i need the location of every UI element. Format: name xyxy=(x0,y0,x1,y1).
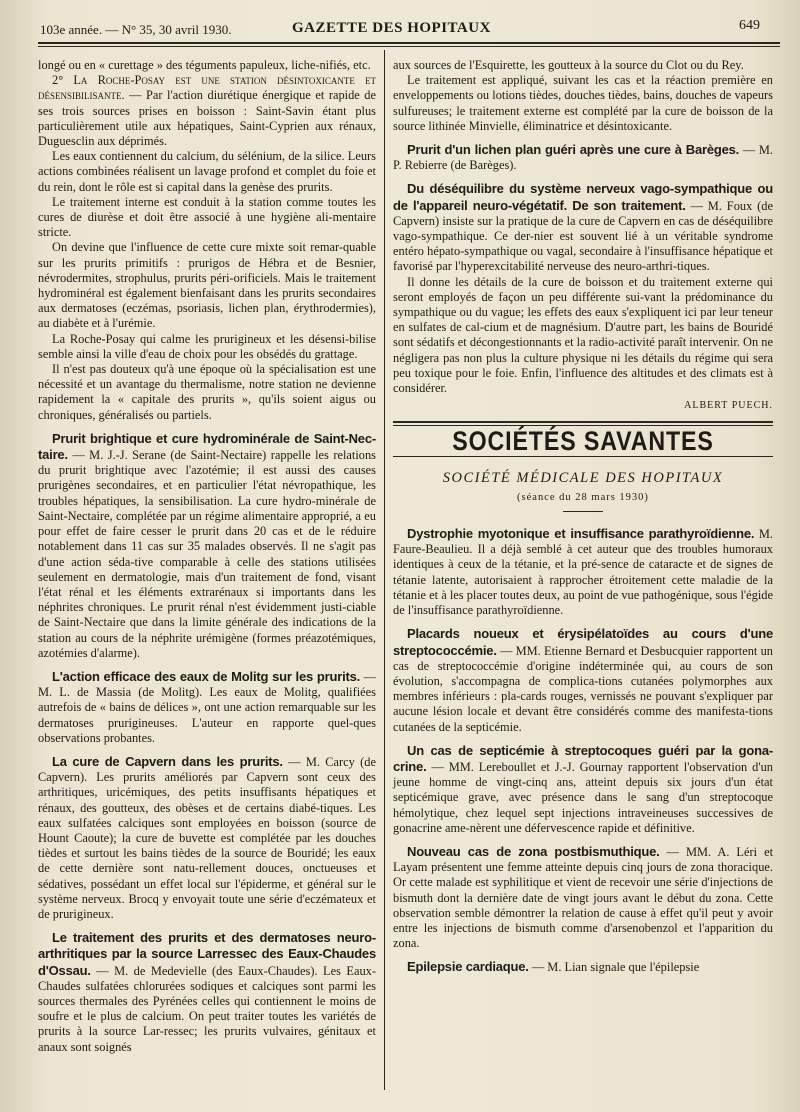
article-heading: Du déséquilibre du système nerveux vago-sympathique ou de l'appareil neuro-végétatif. De son traitement. xyxy=(393,181,773,213)
article xyxy=(393,844,773,951)
paragraph: Le traitement interne est conduit à la station comme toutes les cures de diurèse et doit être associé à une hygiène ali-mentaire stricte. xyxy=(38,194,376,240)
article-heading: Nouveau cas de zona postbismuthique. xyxy=(407,843,660,859)
article-heading: Le traitement des prurits et des dermatoses neuro-arthritiques par la source Larressec des Eaux-Chaudes d'Ossau. xyxy=(38,930,376,978)
page-header xyxy=(30,18,780,40)
article-heading: 2° La Roche-Posay est une station désintoxicante et désensibilisante. xyxy=(38,73,376,103)
article-text: — M. J.-J. Serane (de Saint-Nectaire) rappelle les relations du prurit brightique avec l'azotémie; il est aussi des causes prurigènes secondaires, et en particulier l'état névropathique, les troubles hépatiques, la sensibilisation. La cure hydro-minérale de Saint-Nectaire, complétée par un régime alimentaire approprié, a eu pour effet de faire cesser le prurit dans 20 cas et de le réduire notablement dans 11 cas sur 35 malades observés. Il ne s'agit pas d'une action séda-tive comparable à celle des stations utilisées seulement en dermatologie, mais d'un traitement de fond, visant l'état rénal et les éléments extrarénaux si importants dans les néphrites chroniques. Le prurit rénal n'est évidemment justi-ciable de Saint-Nectaire que dans la limite générale des indications de la station au cours de la néphrite urémigène (formes préazotémiques, azotémies d'alarme). xyxy=(38,448,376,660)
paragraph: aux sources de l'Esquirette, les goutteux à la source du Clot ou du Rey. xyxy=(393,58,744,72)
page-number: 649 xyxy=(739,18,760,33)
article-text: M. Faure-Beaulieu. Il a déjà semblé à cet auteur que des troubles humoraux identiques à ceux de la tétanie, et la pré-sence de cataracte et de signes de tétanie latente, autorisaient à rapprocher étroitement cette maladie de la tétanie et à les placer toutes deux, au point de vue pathogénique, sous l'égide de l'insuffisance parathyroïdienne. xyxy=(393,527,773,618)
article xyxy=(38,431,376,661)
paragraph: Il donne les détails de la cure de boisson et du traitement externe qui seront employés de façon un peu différente sui-vant la prédominance du sympathique ou du vague; les effets des eaux s'expliquent ici par leur teneur en sulfates de cal-cium et de magnésium. D'autre part, les bains de Bouridé sont sédatifs et décongestionnants et la radio-activité paraît intervenir. On ne négligera pas non plus la culture physique ni les détails du régime qui sera peu toxique pour le foie. Enfin, l'influence des altitudes et des climats est à considérer. xyxy=(393,274,773,396)
article-heading: Prurit d'un lichen plan guéri après une cure à Barèges. xyxy=(407,142,740,158)
author-signature: ALBERT PUECH. xyxy=(684,400,773,412)
article-text: — M. Foux (de Capvern) insiste sur la pratique de la cure de Capvern en cas de déséquilibre vago-sympathique. Ce der-nier est souvent lié à un véritable syndrome entéro hépato-sympathique ou vagal, secondaire à l'insuffisance hépatique et favorisé par l'hyperexcitabilité nerveuse des neuro-arthri-tiques. xyxy=(393,198,773,274)
session-date: (séance du 28 mars 1930) xyxy=(517,491,649,503)
article-heading: Placards noueux et érysipélatoïdes au cours d'une streptococcémie. xyxy=(393,626,773,658)
article-text: — M. Lian signale que l'épilepsie xyxy=(528,960,700,975)
article xyxy=(38,754,376,922)
paragraph xyxy=(38,73,376,149)
paragraph: Le traitement est appliqué, suivant les cas et la réaction première en enveloppements ou lotions tièdes, douches tièdes, bains, douches de vapeurs sulfureuses; le traitement externe est complété par la cure de boisson de la source lithinée Minvielle, éliminatrice et désintoxicante. xyxy=(393,73,773,133)
short-rule xyxy=(563,511,603,512)
article xyxy=(38,669,376,746)
article-text: — MM. Etienne Bernard et Desbucquier rapportent un cas de streptococcémie d'origine indéterminée qui, au cours de son évolution, s'accompagna de complica-tions cutanées polymorphes aux membres inférieurs : pla-cards rouges, vernissés ne pouvant s'expliquer par aucune lésion locale et devant être considérés comme des manifesta-tions cutanées de la septicémie. xyxy=(393,643,773,734)
paragraph: Il n'est pas douteux qu'à une époque où la spécialisation est une nécessité et un avantage du thermalisme, notre station ne devienne rapidement la « capitale des prurits », qu'ils soient aigus ou chroniques, généralisés ou partiels. xyxy=(38,362,376,422)
left-column xyxy=(38,58,376,1055)
article-text: — MM. A. Léri et Layam présentent une femme atteinte depuis cinq jours de zona thoracique. Or cette malade est syphilitique et vient de recevoir une série d'injections de bismuth dont la dernière date de vingt jours avant le début du zona. Cette observation semble démontrer la relation de cause à effet qu'il peut y avoir entre les injections de bismuth comme d'arsenobenzol et l'apparition du zona. xyxy=(393,844,774,951)
section-banner: SOCIÉTÉS SAVANTES xyxy=(452,426,714,457)
society-title: SOCIÉTÉ MÉDICALE DES HOPITAUX xyxy=(442,469,724,486)
article-text: — M. de Medevielle (des Eaux-Chaudes). Les Eaux-Chaudes sulfatées chlorurées sodiques et calciques sont parmi les sources thermales des Pyrénées celles qui contiennent le moins de soufre et le plus de calcium. On peut traiter toutes les variétés de prurits à la source Lar-ressec; les prurits vulvaires, génitaux et anaux sont soignés xyxy=(38,963,376,1054)
right-column xyxy=(393,58,773,976)
header-rule-thin xyxy=(38,46,780,47)
article-heading: Dystrophie myotonique et insuffisance parathyroïdienne. xyxy=(407,526,755,542)
paragraph: La Roche-Posay qui calme les prurigineux et les désensi-bilise semble ainsi la ville d'eau de choix pour les obsédés du grattage. xyxy=(38,331,376,361)
paragraph: longé ou en « curettage » des téguments papuleux, liche-nifiés, etc. xyxy=(38,58,371,72)
article xyxy=(393,743,773,836)
article xyxy=(393,181,773,274)
article xyxy=(393,626,773,734)
article xyxy=(393,526,773,618)
article-heading: Epilepsie cardiaque. xyxy=(407,959,529,975)
article-text: — M. Carcy (de Capvern). Les prurits améliorés par Capvern sont ceux des arthritiques, uricémiques, des petits insuffisants hépatiques et rénaux, des goutteux, des obèses et de certains diabé-tiques. Les eaux sulfatées calciques sont employées en boisson (source de Hount Caoute); la cure de buvette est complétée par les douches tièdes et surtout les bains tièdes de la source de Bouridé; les eaux de cette dernière sont natu-rellement douces, onctueuses et sédatives, possédant un effet local sur l'épiderme, et général sur le système nerveux. Brocq y envoyait toute une série d'eczémateux et de prurigineux. xyxy=(38,754,376,921)
article-text: — MM. Lereboullet et J.-J. Gournay rapportent l'observation d'un jeune homme de vingt-cinq ans, atteint depuis six jours d'un état septicémique grave, avec présence dans le sang d'un streptocoque hémolytique, chez lequel sept injections intraveineuses successives de gonacrine ame-nèrent une défervescence rapide et définitive. xyxy=(393,759,773,835)
paragraph: On devine que l'influence de cette cure mixte soit remar-quable sur les prurits primitifs : prurigos de Hébra et de Besnier, névrodermites, strophulus, prurits péri-orificiels. Mais le traitement hydrominéral est également bienfaisant dans les prurits secondaires aux dermatoses (eczémas, psoriasis, lichen plan, érythrodermies), au diabète et à l'urémie. xyxy=(38,240,376,331)
issue-info: 103e année. — N° 35, 30 avril 1930. xyxy=(40,22,232,37)
article-heading: La cure de Capvern dans les prurits. xyxy=(52,753,283,769)
section-rule xyxy=(393,421,773,423)
article xyxy=(393,142,773,173)
article-text: — Par l'action diurétique énergique et rapide de ses trois sources prises en boisson : Saint-Savin étant plus particulièrement utile aux hépatiques, Saint-Cyprien aux rénaux, Duguesclin aux déprimés. xyxy=(38,88,376,149)
article-text: — M. L. de Massia (de Molitg). Les eaux de Molitg, qualifiées autrefois de « bains de délices », ont une action remarquable sur les dermatoses prurigineuses. L'auteur en rapporte quel-ques observations probantes. xyxy=(38,669,376,745)
article xyxy=(393,959,773,975)
article-heading: Prurit brightique et cure hydrominérale de Saint-Nec-taire. xyxy=(38,430,376,463)
article-heading: L'action efficace des eaux de Molitg sur les prurits. xyxy=(52,668,361,684)
article-heading: Un cas de septicémie à streptocoques guéri par la gona-crine. xyxy=(393,742,773,774)
column-divider xyxy=(384,50,385,1090)
paragraph: Les eaux contiennent du calcium, du sélénium, de la silice. Leurs actions combinées réalisent un lavage profond et complet du foie et du rein, dont le rôle est si capital dans la genèse des prurits. xyxy=(38,149,376,194)
article xyxy=(38,930,376,1055)
header-rule xyxy=(38,42,780,44)
article-text: — M. P. Rebierre (de Barèges). xyxy=(393,143,774,173)
journal-title: GAZETTE DES HOPITAUX xyxy=(292,20,491,36)
